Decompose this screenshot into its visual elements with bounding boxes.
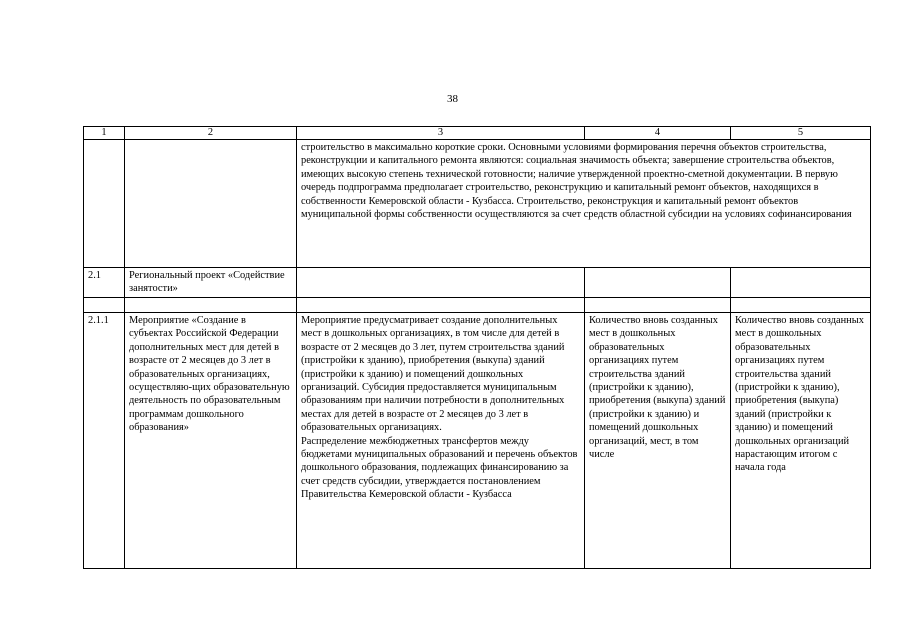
- page-number: 38: [447, 93, 458, 105]
- continuation-num-cell: [84, 140, 125, 268]
- table-row-continuation: [84, 140, 871, 268]
- column-number-5: 5: [731, 127, 871, 140]
- row-2-1-1-description: [297, 313, 585, 569]
- continuation-name-cell: [125, 140, 297, 268]
- row-2-1-1-description-paragraph-2: Распределение межбюджетных трансфертов между бюджетами муниципальных образований и перечень объектов дошкольного образования, подлежащих финансированию за счет средств субсидии, утверждается постановлением Правительства Кемеровской области - Кузбасса: [301, 435, 578, 501]
- row-2-1-1-method: Количество вновь созданных мест в дошкольных образовательных организациях путем строительства зданий (пристройки к зданию), приобретения (выкупа) зданий (пристройки к зданию) и помещений дошкольных организаций нарастающим итогом с начала года: [731, 313, 871, 569]
- row-2-1-number: 2.1: [84, 268, 125, 298]
- row-2-1-1-indicator: Количество вновь созданных мест в дошкольных образовательных организациях путем строительства зданий (пристройки к зданию), приобретения (выкупа) зданий (пристройки к зданию) и помещений дошкольных организаций, мест, в том числе: [585, 313, 731, 569]
- table-row-2-1: [84, 268, 871, 298]
- column-number-1: 1: [84, 127, 125, 140]
- program-table: [83, 126, 871, 569]
- row-2-1-method: [731, 268, 871, 298]
- table-row-gap: [84, 298, 871, 313]
- continuation-description-cell: строительство в максимально короткие сроки. Основными условиями формирования перечня объектов строительства, реконструкции и капитального ремонта являются: социальная значимость объекта; завершение строительства объектов, имеющих высокую степень технической готовности; наличие утвержденной проектно-сметной документации. В первую очередь подпрограмма предполагает строительство, реконструкцию и капитальный ремонт объектов, находящихся в собственности Кемеровской области - Кузбасса. Строительство, реконструкция и капитальный ремонт объектов муниципальной формы собственности осуществляются за счет средств областной субсидии на условиях софинансирования: [297, 140, 871, 268]
- row-2-1-1-number: 2.1.1: [84, 313, 125, 569]
- column-number-4: 4: [585, 127, 731, 140]
- column-number-3: 3: [297, 127, 585, 140]
- gap-cell-2: [125, 298, 297, 313]
- row-2-1-description: [297, 268, 585, 298]
- table-row-2-1-1: [84, 313, 871, 569]
- gap-cell-1: [84, 298, 125, 313]
- column-number-row: [84, 127, 871, 140]
- row-2-1-1-description-paragraph-1: Мероприятие предусматривает создание дополнительных мест в дошкольных организациях, в том числе для детей в возрасте от 2 месяцев до 3 лет, путем строительства зданий (пристройки к зданию), приобретения (выкупа) зданий (пристройки к зданию) и помещений дошкольных организаций. Субсидия предоставляется муниципальным образованиям при наличии потребности в дополнительных местах для детей в возрасте от 2 месяцев до 3 лет в образовательных организациях.: [301, 315, 565, 434]
- row-2-1-indicator: [585, 268, 731, 298]
- row-2-1-name: Региональный проект «Содействие занятости»: [125, 268, 297, 298]
- gap-cell-3: [297, 298, 585, 313]
- row-2-1-1-name: Мероприятие «Создание в субъектах Российской Федерации дополнительных мест для детей в возрасте от 2 месяцев до 3 лет в образовательных организациях, осуществляю-щих образовательную деятельность по образовательным программам дошкольного образования»: [125, 313, 297, 569]
- column-number-2: 2: [125, 127, 297, 140]
- gap-cell-5: [731, 298, 871, 313]
- gap-cell-4: [585, 298, 731, 313]
